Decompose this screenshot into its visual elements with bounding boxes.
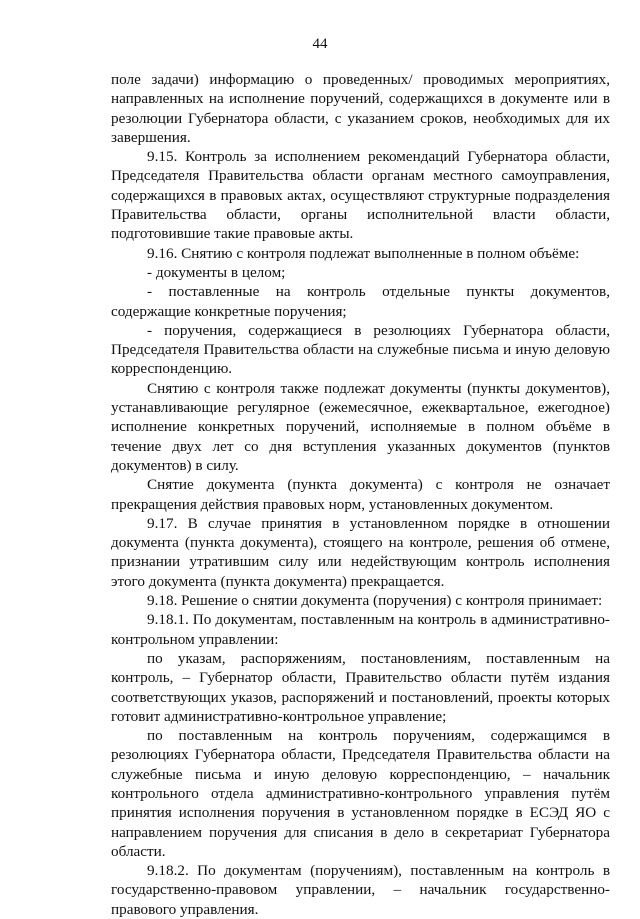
list-item: - поручения, содержащиеся в резолюциях Губернатора области, Председателя Правительства области на служебные письма и иную деловую корреспонденцию.: [111, 321, 610, 378]
paragraph: по поставленным на контроль поручениям, содержащимся в резолюциях Губернатора области, Председателя Правительства области на служебные письма и иную деловую корреспонденцию, – начальник контрольного отдела административно-контрольного управления путём принятия исполнения поручения в установленном порядке в ЕСЭД ЯО с направлением поручения для списания в дело в секретариат Губернатора области.: [111, 727, 610, 860]
page-number: 44: [312, 36, 328, 52]
paragraph: 9.18.1. По документам, поставленным на контроль в административно-контрольном управлении:: [111, 611, 610, 648]
paragraph: 9.16. Снятию с контроля подлежат выполненные в полном объёме:: [147, 244, 580, 262]
paragraph: 9.18. Решение о снятии документа (поручения) с контроля принимает:: [147, 592, 603, 610]
paragraph: 9.18.2. По документам (поручениям), поставленным на контроль в государственно-правовом управлении, – начальник государственно-правового управления.: [111, 862, 610, 918]
paragraph: Снятию с контроля также подлежат документы (пункты документов), устанавливающие регулярное (ежемесячное, ежеквартальное, ежегодное) исполнение конкретных поручений, исполняемые в полном объёме в течение двух лет со дня вступления указанных документов (пунктов документов) в силу.: [111, 379, 610, 474]
list-item: - документы в целом;: [147, 263, 286, 281]
paragraph: по указам, распоряжениям, постановлениям, поставленным на контроль, – Губернатор области, Правительство области путём издания соответствующих указов, распоряжений и постановлений, проекты которых готовит административно-контрольное управление;: [111, 649, 610, 725]
paragraph: 9.17. В случае принятия в установленном порядке в отношении документа (пункта документа), стоящего на контроле, решения об отмене, признании утратившим силу или недействующим контроль исполнения этого документа (пункта документа) прекращается.: [111, 514, 610, 590]
paragraph: поле задачи) информацию о проведенных/ проводимых мероприятиях, направленных на исполнение поручений, содержащихся в документе или в резолюции Губернатора области, с указанием сроков, необходимых для их завершения.: [111, 71, 610, 146]
paragraph: Снятие документа (пункта документа) с контроля не означает прекращения действия правовых норм, установленных документом.: [111, 476, 610, 513]
paragraph: 9.15. Контроль за исполнением рекомендаций Губернатора области, Председателя Правительства области органам местного самоуправления, содержащихся в правовых актах, осуществляют структурные подразделения Правительства области, органы исполнительной власти области, подготовившие такие правовые акты.: [111, 148, 610, 243]
list-item: - поставленные на контроль отдельные пункты документов, содержащие конкретные поручения;: [111, 283, 610, 320]
document-body: [111, 70, 610, 919]
